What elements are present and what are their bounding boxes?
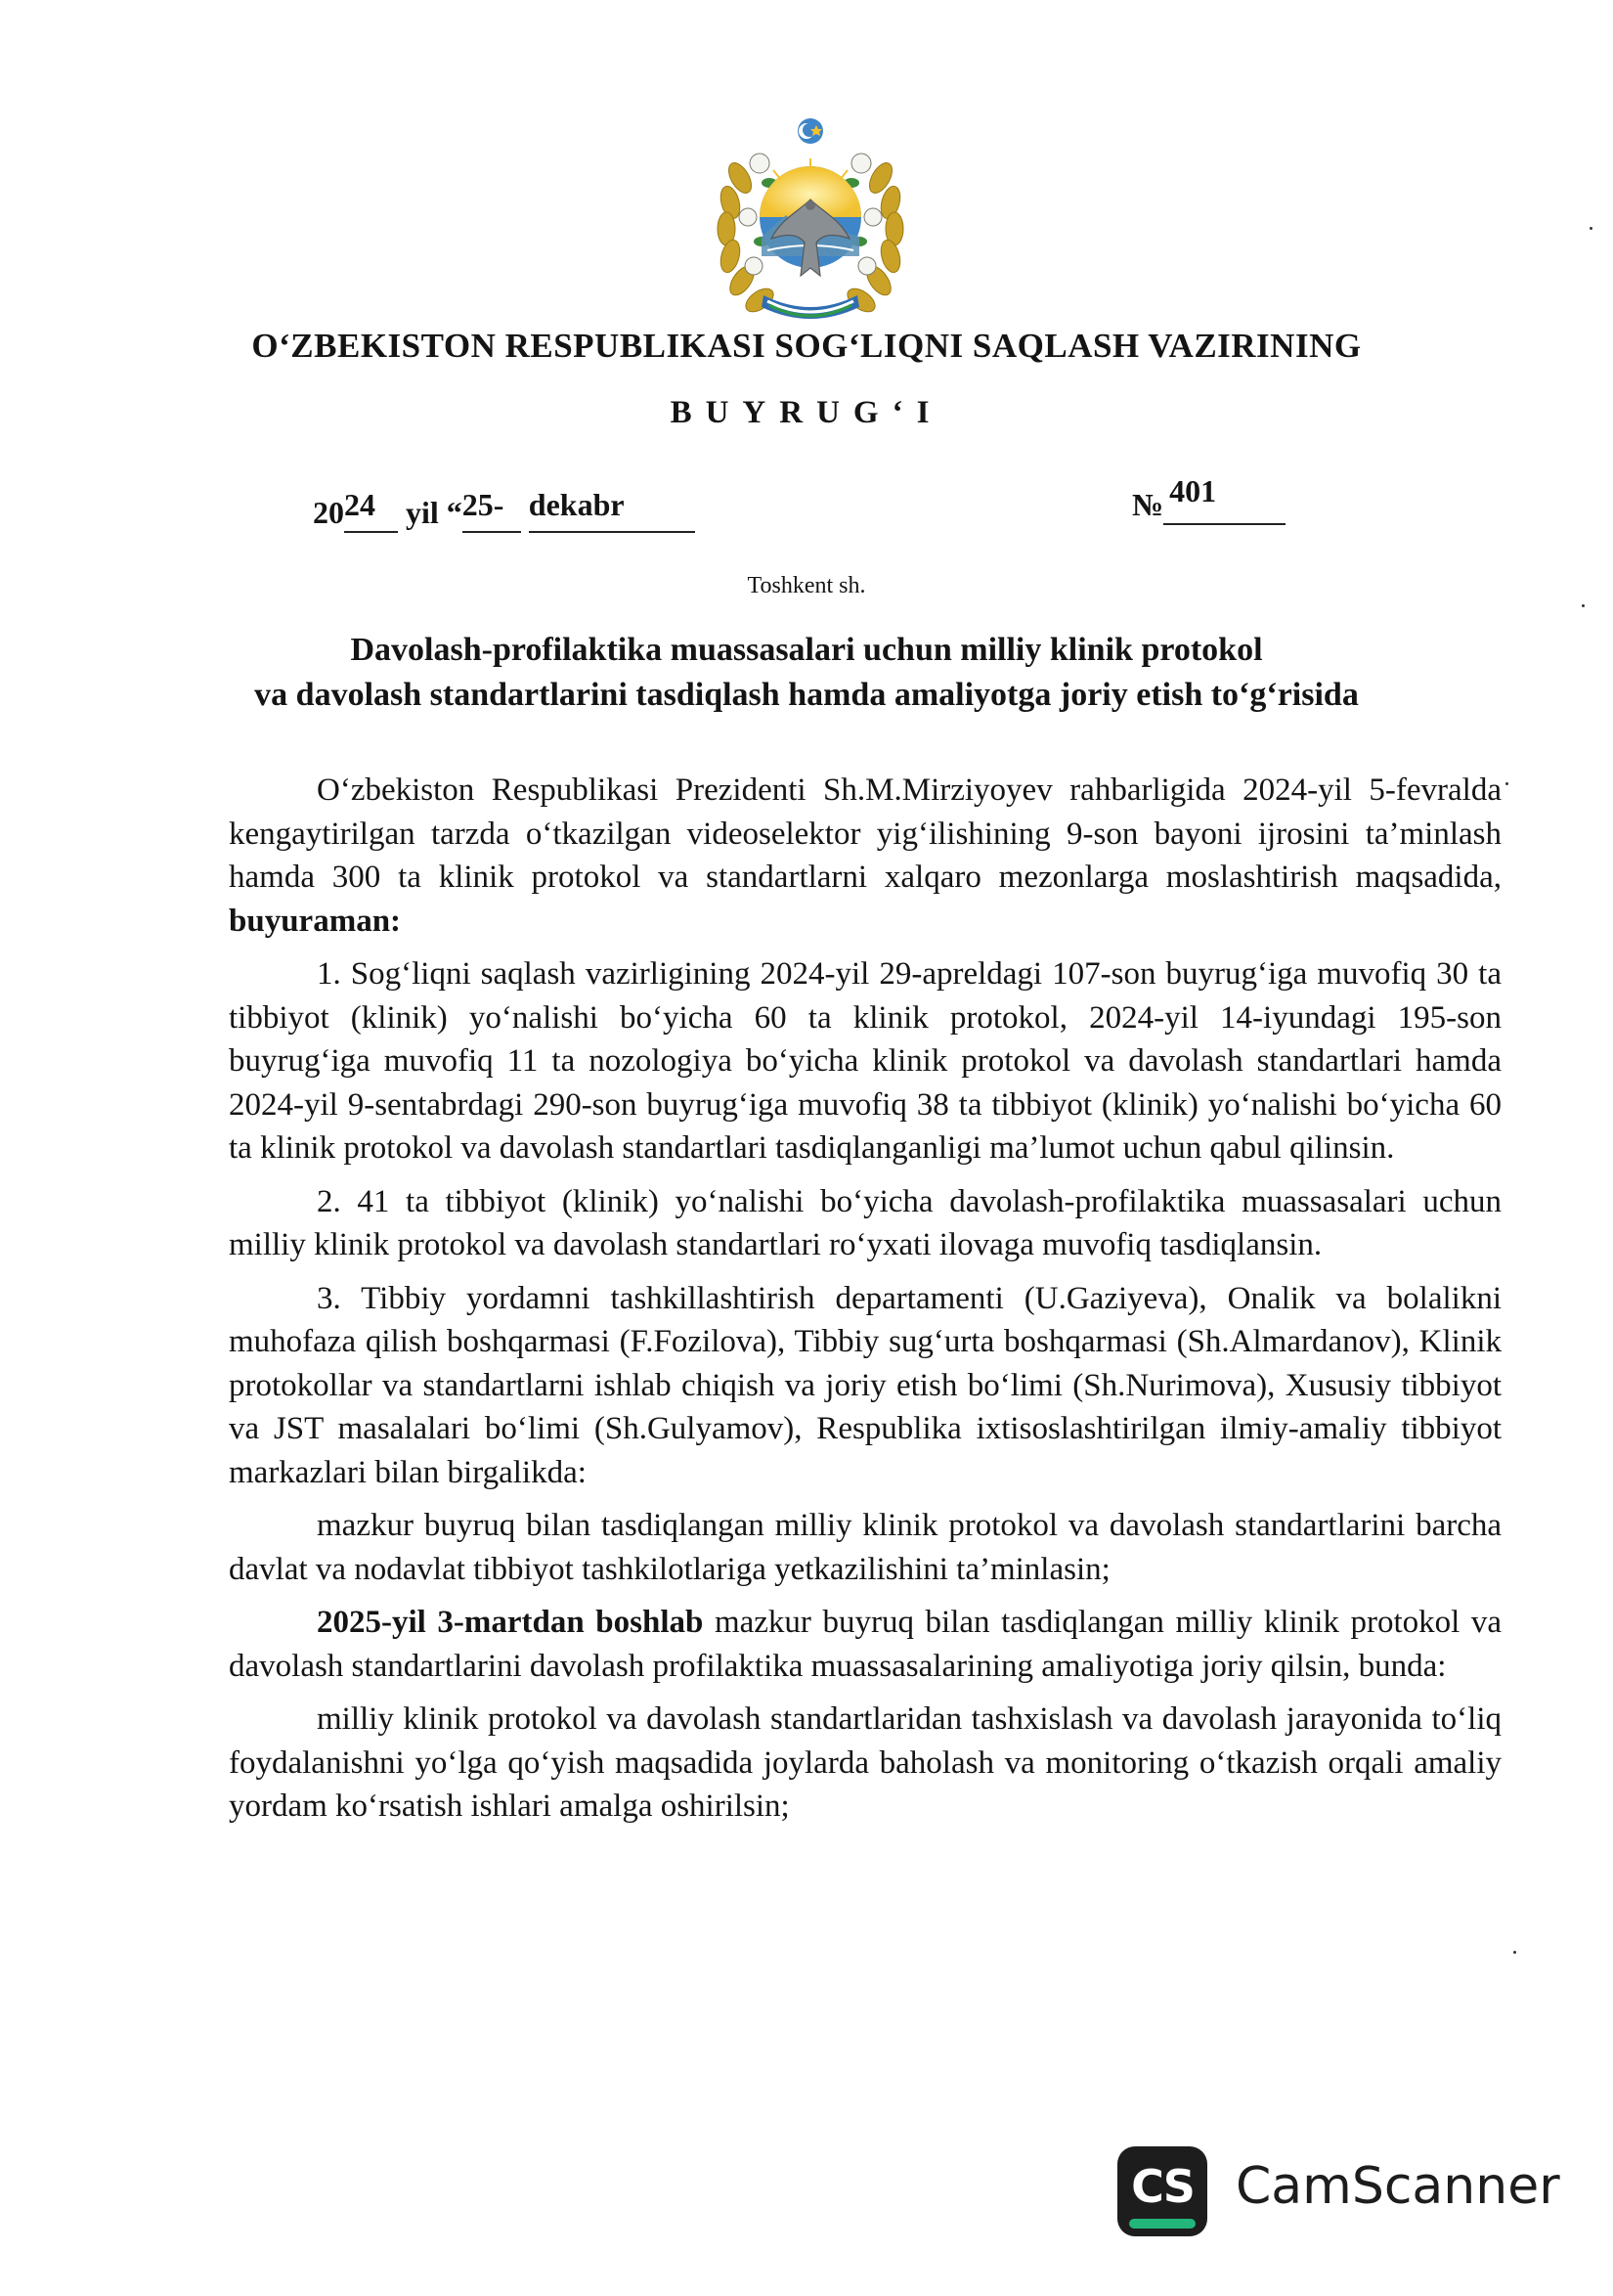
camscanner-logo-bar: [1129, 2219, 1196, 2229]
item-3: 3. Tibbiy yordamni tashkillashtirish departamenti (U.Gaziyeva), Onalik va bolalikni muhofaza qilish boshqarmasi (F.Fozilova), Tibbiy sug‘urta boshqarmasi (Sh.Almardanov), Klinik protokollar va standartlarni ishlab chiqish va joriy etish bo‘limi (Sh.Nurimova), Xususiy tibbiyot va JST masalalari bo‘limi (Sh.Gulyamov), Respublika ixtisoslashtirilgan ilmiy-amaliy tibbiyot markazlari bilan birgalikda:: [229, 1280, 1502, 1490]
item-3-sub-2-bold: 2025-yil 3-martdan boshlab: [317, 1605, 704, 1640]
number-sign: №: [1132, 487, 1164, 522]
title-line-2: va davolash standartlarini tasdiqlash hamda amaliyotga joriy etish to‘g‘risida: [254, 677, 1359, 713]
preamble-bold: buyuraman:: [229, 903, 402, 939]
city-label: Toshkent sh.: [747, 573, 866, 598]
camscanner-logo-text: CS: [1131, 2160, 1194, 2213]
state-emblem: [703, 110, 918, 330]
number-blank: [1163, 473, 1286, 525]
ministry-heading: O‘ZBEKISTON RESPUBLIKASI SOG‘LIQNI SAQLASH VAZIRINING: [251, 327, 1362, 365]
item-2: 2. 41 ta tibbiyot (klinik) yo‘nalishi bo‘yicha davolash-profilaktika muassasalari uchun milliy klinik protokol va davolash standartlari ro‘yxati ilovaga muvofiq tasdiqlansin.: [229, 1183, 1502, 1262]
number-filled: 401: [1169, 473, 1217, 508]
order-date: [313, 487, 695, 533]
day-blank: [461, 487, 521, 533]
item-3-sub-1: mazkur buyruq bilan tasdiqlangan milliy klinik protokol va davolash standartlarini barcha davlat va nodavlat tibbiyot tashkilotlariga yetkazilishini ta’minlasin;: [229, 1508, 1502, 1587]
document-body: [229, 769, 1502, 1838]
scan-speck: [1513, 1951, 1516, 1954]
yil-label: yil: [406, 495, 439, 530]
camscanner-name: CamScanner: [1236, 2157, 1560, 2216]
title-line-1: Davolash-profilaktika muassasalari uchun milliy klinik protokol: [350, 632, 1263, 668]
document-title: [196, 628, 1417, 718]
camscanner-logo: [1117, 2146, 1207, 2236]
order-number: [1132, 473, 1286, 525]
scan-speck: [1582, 604, 1585, 607]
month-filled: dekabr: [528, 487, 625, 522]
item-1: 1. Sog‘liqni saqlash vazirligining 2024-yil 29-apreldagi 107-son buyrug‘iga muvofiq 30 ta tibbiyot (klinik) yo‘nalishi bo‘yicha 60 ta klinik protokol, 2024-yil 14-iyundagi 195-son buyrug‘iga muvofiq 11 ta nozologiya bo‘yicha klinik protokol va davolash standartlari hamda 2024-yil 9-sentabrdagi 290-son buyrug‘iga muvofiq 38 ta tibbiyot (klinik) yo‘nalishi bo‘yicha 60 ta klinik protokol va davolash standartlari tasdiqlanganligi ma’lumot uchun qabul qilinsin.: [229, 956, 1502, 1166]
day-filled: 25-: [461, 487, 504, 522]
item-3-sub-3: milliy klinik protokol va davolash standartlaridan tashxislash va davolash jarayonida to‘liq foydalanishni yo‘lga qo‘yish maqsadida joylarda baholash va monitoring o‘tkazish orqali amaliy yordam ko‘rsatish ishlari amalga oshirilsin;: [229, 1701, 1502, 1824]
preamble-text: O‘zbekiston Respublikasi Prezidenti Sh.M.Mirziyoyev rahbarligida 2024-yil 5-fevralda kengaytirilgan tarzda o‘tkazilgan videoselektor yig‘ilishining 9-son bayoni ijrosini ta’minlash hamda 300 ta klinik protokol va standartlarni xalqaro mezonlarga moslashtirish maqsadida,: [229, 773, 1502, 895]
scan-speck: [1590, 227, 1592, 230]
preamble-paragraph: [229, 769, 1502, 943]
year-blank: [344, 487, 398, 533]
item-3-sub-2-text: mazkur buyruq bilan tasdiqlangan milliy klinik protokol va davolash standartlarini davolash profilaktika muassasalarining amaliyotiga joriy qilsin, bunda:: [229, 1605, 1503, 1684]
order-heading: BUYRUG‘I: [670, 395, 943, 430]
year-prefix: 20: [313, 495, 344, 530]
scan-speck: [1505, 782, 1508, 785]
month-blank: [528, 487, 695, 533]
item-3-sub-2: [229, 1601, 1502, 1688]
year-filled: 24: [344, 487, 375, 522]
day-open-quote: “: [446, 495, 462, 530]
